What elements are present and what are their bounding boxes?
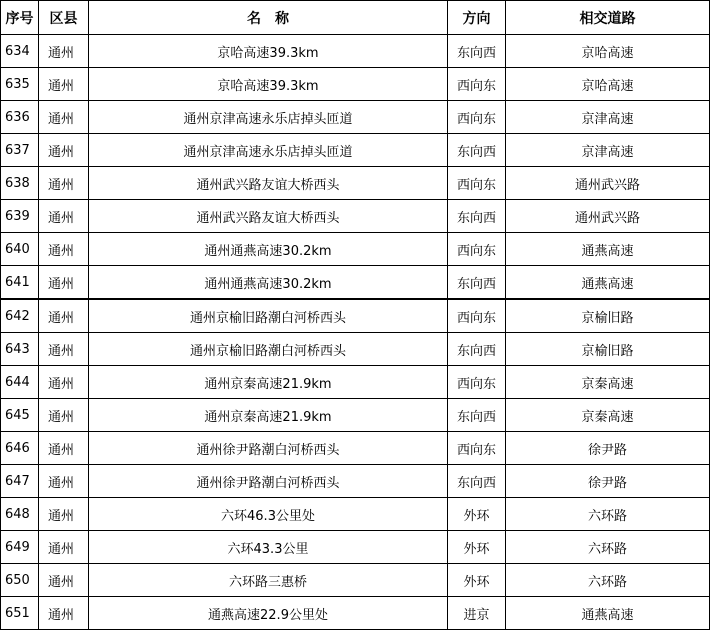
cell-name: 通燕高速22.9公里处 <box>89 597 448 630</box>
cell-district: 通州 <box>39 134 89 167</box>
table-row <box>1 167 710 200</box>
cell-district: 通州 <box>39 266 89 300</box>
cell-road: 京津高速 <box>506 134 710 167</box>
table-row <box>1 366 710 399</box>
cell-no: 647 <box>1 465 39 498</box>
cell-direction: 东向西 <box>448 399 506 432</box>
cell-direction: 西向东 <box>448 101 506 134</box>
cell-no: 644 <box>1 366 39 399</box>
cell-no: 640 <box>1 233 39 266</box>
cell-road: 六环路 <box>506 564 710 597</box>
cell-district: 通州 <box>39 333 89 366</box>
cell-road: 通燕高速 <box>506 266 710 300</box>
cell-road: 京秦高速 <box>506 399 710 432</box>
cell-direction: 西向东 <box>448 167 506 200</box>
cell-name: 通州徐尹路潮白河桥西头 <box>89 465 448 498</box>
cell-no: 635 <box>1 68 39 101</box>
cell-road: 通燕高速 <box>506 597 710 630</box>
cell-direction: 外环 <box>448 498 506 531</box>
cell-name: 通州京津高速永乐店掉头匝道 <box>89 134 448 167</box>
cell-direction: 东向西 <box>448 35 506 68</box>
cell-road: 京哈高速 <box>506 35 710 68</box>
cell-road: 京榆旧路 <box>506 299 710 333</box>
cell-no: 650 <box>1 564 39 597</box>
cell-name: 通州徐尹路潮白河桥西头 <box>89 432 448 465</box>
table-row <box>1 266 710 300</box>
cell-direction: 外环 <box>448 564 506 597</box>
cell-direction: 东向西 <box>448 134 506 167</box>
cell-road: 通州武兴路 <box>506 167 710 200</box>
table-row <box>1 399 710 432</box>
cell-direction: 进京 <box>448 597 506 630</box>
table-row <box>1 233 710 266</box>
cell-road: 六环路 <box>506 531 710 564</box>
cell-road: 京榆旧路 <box>506 333 710 366</box>
cell-name: 通州通燕高速30.2km <box>89 233 448 266</box>
cell-district: 通州 <box>39 101 89 134</box>
cell-no: 646 <box>1 432 39 465</box>
cell-road: 京哈高速 <box>506 68 710 101</box>
cell-district: 通州 <box>39 399 89 432</box>
cell-name: 通州武兴路友谊大桥西头 <box>89 167 448 200</box>
cell-no: 639 <box>1 200 39 233</box>
cell-direction: 西向东 <box>448 233 506 266</box>
cell-road: 六环路 <box>506 498 710 531</box>
cell-road: 通州武兴路 <box>506 200 710 233</box>
table-row <box>1 134 710 167</box>
header-road: 相交道路 <box>506 1 710 35</box>
cell-name: 通州京津高速永乐店掉头匝道 <box>89 101 448 134</box>
cell-name: 通州京榆旧路潮白河桥西头 <box>89 333 448 366</box>
cell-name: 通州通燕高速30.2km <box>89 266 448 300</box>
header-direction: 方向 <box>448 1 506 35</box>
cell-no: 641 <box>1 266 39 300</box>
cell-name: 京哈高速39.3km <box>89 68 448 101</box>
cell-no: 651 <box>1 597 39 630</box>
cell-name: 六环路三惠桥 <box>89 564 448 597</box>
cell-name: 六环43.3公里 <box>89 531 448 564</box>
cell-road: 徐尹路 <box>506 432 710 465</box>
cell-no: 648 <box>1 498 39 531</box>
cell-name: 通州京秦高速21.9km <box>89 366 448 399</box>
table-header-row <box>1 1 710 35</box>
cell-no: 643 <box>1 333 39 366</box>
cell-no: 636 <box>1 101 39 134</box>
header-no: 序号 <box>1 1 39 35</box>
cell-road: 京津高速 <box>506 101 710 134</box>
cell-district: 通州 <box>39 167 89 200</box>
header-district: 区县 <box>39 1 89 35</box>
cell-district: 通州 <box>39 564 89 597</box>
cell-no: 637 <box>1 134 39 167</box>
table-row <box>1 68 710 101</box>
table-row <box>1 101 710 134</box>
cell-district: 通州 <box>39 531 89 564</box>
cell-name: 通州京秦高速21.9km <box>89 399 448 432</box>
cell-district: 通州 <box>39 299 89 333</box>
cell-no: 645 <box>1 399 39 432</box>
cell-road: 京秦高速 <box>506 366 710 399</box>
cell-direction: 东向西 <box>448 465 506 498</box>
cell-direction: 外环 <box>448 531 506 564</box>
table-row <box>1 465 710 498</box>
cell-district: 通州 <box>39 233 89 266</box>
cell-direction: 东向西 <box>448 200 506 233</box>
table-row <box>1 432 710 465</box>
table-row <box>1 333 710 366</box>
cell-direction: 西向东 <box>448 299 506 333</box>
cell-district: 通州 <box>39 200 89 233</box>
cell-district: 通州 <box>39 465 89 498</box>
cell-district: 通州 <box>39 432 89 465</box>
cell-road: 徐尹路 <box>506 465 710 498</box>
cell-district: 通州 <box>39 498 89 531</box>
table-row <box>1 531 710 564</box>
cell-district: 通州 <box>39 597 89 630</box>
cell-no: 634 <box>1 35 39 68</box>
table-row <box>1 299 710 333</box>
cell-no: 642 <box>1 299 39 333</box>
table-row <box>1 564 710 597</box>
cell-direction: 西向东 <box>448 432 506 465</box>
cell-name: 通州京榆旧路潮白河桥西头 <box>89 299 448 333</box>
cell-name: 通州武兴路友谊大桥西头 <box>89 200 448 233</box>
cell-district: 通州 <box>39 366 89 399</box>
cell-no: 638 <box>1 167 39 200</box>
cell-direction: 西向东 <box>448 68 506 101</box>
table-row <box>1 597 710 630</box>
cell-road: 通燕高速 <box>506 233 710 266</box>
header-name: 名 称 <box>89 1 448 35</box>
cell-direction: 东向西 <box>448 266 506 300</box>
cell-name: 六环46.3公里处 <box>89 498 448 531</box>
cell-direction: 西向东 <box>448 366 506 399</box>
cell-name: 京哈高速39.3km <box>89 35 448 68</box>
table-row <box>1 200 710 233</box>
cell-direction: 东向西 <box>448 333 506 366</box>
table-row <box>1 35 710 68</box>
cell-no: 649 <box>1 531 39 564</box>
cell-district: 通州 <box>39 35 89 68</box>
table-row <box>1 498 710 531</box>
cell-district: 通州 <box>39 68 89 101</box>
